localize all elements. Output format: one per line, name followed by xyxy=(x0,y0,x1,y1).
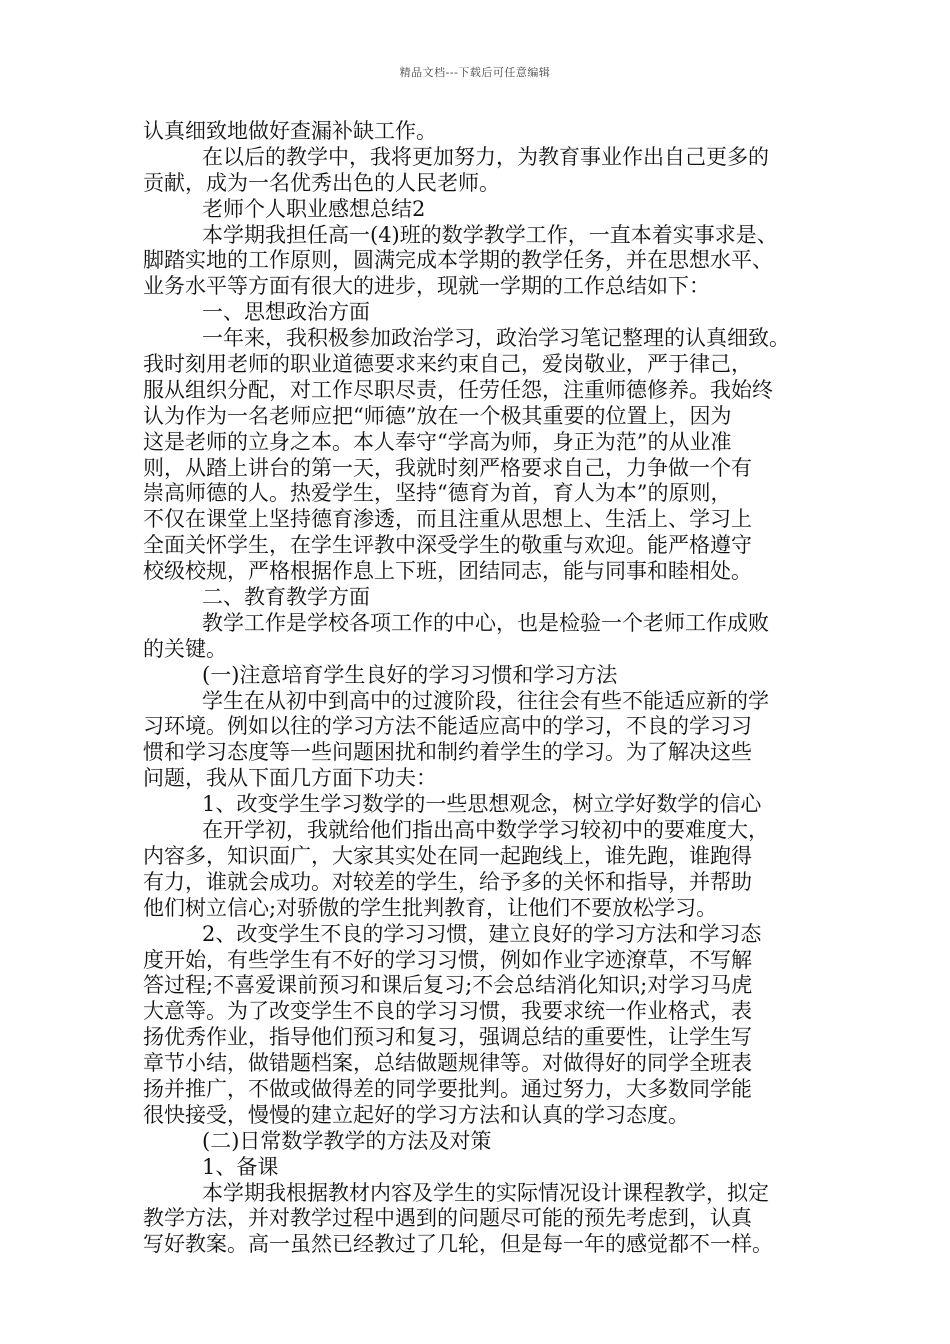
text-line: 崇高师德的人。热爱学生，坚持“德育为首，育人为本”的原则， xyxy=(143,481,732,506)
text-line: 章节小结，做错题档案，总结做题规律等。对做得好的同学全班表 xyxy=(143,1051,752,1076)
item-heading: 1、改变学生学习数学的一些思想观念，树立学好数学的信心 xyxy=(202,792,762,817)
section-title: 老师个人职业感想总结2 xyxy=(202,196,426,221)
text-line: 大意等。为了改变学生不良的学习习惯，我要求统一作业格式，表 xyxy=(143,999,752,1024)
text-line: 教学方法，并对教学过程中遇到的问题尽可能的预先考虑到，认真 xyxy=(143,1206,752,1231)
text-line: 很快接受，慢慢的建立起好的学习方法和认真的学习态度。 xyxy=(143,1102,689,1127)
text-line: 内容多，知识面广，大家其实处在同一起跑线上，谁先跑，谁跑得 xyxy=(143,843,752,868)
text-line: 问题，我从下面几方面下功夫： xyxy=(143,766,437,791)
text-line: 写好教案。高一虽然已经教过了几轮，但是每一年的感觉都不一样。 xyxy=(143,1232,773,1257)
text-line: 有力，谁就会成功。对较差的学生，给予多的关怀和指导，并帮助 xyxy=(143,869,752,894)
text-line: 全面关怀学生，在学生评教中深受学生的敬重与欢迎。能严格遵守 xyxy=(143,533,752,558)
text-line: 在以后的教学中，我将更加努力，为教育事业作出自己更多的 xyxy=(202,144,769,169)
subsection-heading: (二)日常数学教学的方法及对策 xyxy=(202,1128,492,1153)
text-line: 他们树立信心;对骄傲的学生批判教育，让他们不要放松学习。 xyxy=(143,895,718,920)
text-line: 校级校规，严格根据作息上下班，团结同志，能与同事和睦相处。 xyxy=(143,559,752,584)
text-line: 本学期我根据教材内容及学生的实际情况设计课程教学，拟定 xyxy=(202,1180,769,1205)
section-heading: 一、思想政治方面 xyxy=(202,300,370,325)
page-header: 精品文档---下载后可任意编辑 xyxy=(399,66,551,79)
text-line: 本学期我担任高一(4)班的数学教学工作，一直本着实事求是、 xyxy=(202,222,778,247)
text-line: 脚踏实地的工作原则，圆满完成本学期的教学任务，并在思想水平、 xyxy=(143,248,773,273)
text-line: 在开学初，我就给他们指出高中数学学习较初中的要难度大， xyxy=(202,818,769,843)
text-line: 不仅在课堂上坚持德育渗透，而且注重从思想上、生活上、学习上 xyxy=(143,507,752,532)
section-heading: 二、教育教学方面 xyxy=(202,585,370,610)
text-line: 贡献，成为一名优秀出色的人民老师。 xyxy=(143,170,500,195)
text-line: 习环境。例如以往的学习方法不能适应高中的学习，不良的学习习 xyxy=(143,714,752,739)
text-line: 一年来，我积极参加政治学习，政治学习笔记整理的认真细致。 xyxy=(202,326,790,351)
text-line: 认真细致地做好查漏补缺工作。 xyxy=(143,119,437,143)
item-heading: 2、改变学生不良的学习习惯，建立良好的学习方法和学习态 xyxy=(202,921,762,946)
text-line: 的关键。 xyxy=(143,636,227,661)
text-line: 教学工作是学校各项工作的中心，也是检验一个老师工作成败 xyxy=(202,610,769,635)
text-line: 扬优秀作业，指导他们预习和复习，强调总结的重要性，让学生写 xyxy=(143,1025,752,1050)
text-line: 这是老师的立身之本。本人奉守“学高为师，身正为范”的从业准 xyxy=(143,429,732,454)
text-line: 则，从踏上讲台的第一天，我就时刻严格要求自己，力争做一个有 xyxy=(143,455,752,480)
text-line: 认为作为一名老师应把“师德”放在一个极其重要的位置上，因为 xyxy=(143,403,732,428)
text-line: 我时刻用老师的职业道德要求来约束自己，爱岗敬业，严于律己， xyxy=(143,352,752,377)
text-line: 答过程;不喜爱课前预习和课后复习;不会总结消化知识;对学习马虎 xyxy=(143,973,753,998)
text-line: 度开始，有些学生有不好的学习习惯，例如作业字迹潦草，不写解 xyxy=(143,947,752,972)
text-line: 扬并推广，不做或做得差的同学要批判。通过努力，大多数同学能 xyxy=(143,1076,752,1101)
text-line: 学生在从初中到高中的过渡阶段，往往会有些不能适应新的学 xyxy=(202,688,769,713)
item-heading: 1、备课 xyxy=(202,1154,279,1179)
document-body xyxy=(143,119,823,1258)
text-line: 惯和学习态度等一些问题困扰和制约着学生的学习。为了解决这些 xyxy=(143,740,752,765)
subsection-heading: (一)注意培育学生良好的学习习惯和学习方法 xyxy=(202,662,618,687)
text-line: 业务水平等方面有很大的进步，现就一学期的工作总结如下： xyxy=(143,274,710,299)
text-line: 服从组织分配，对工作尽职尽责，任劳任怨，注重师德修养。我始终 xyxy=(143,377,773,402)
